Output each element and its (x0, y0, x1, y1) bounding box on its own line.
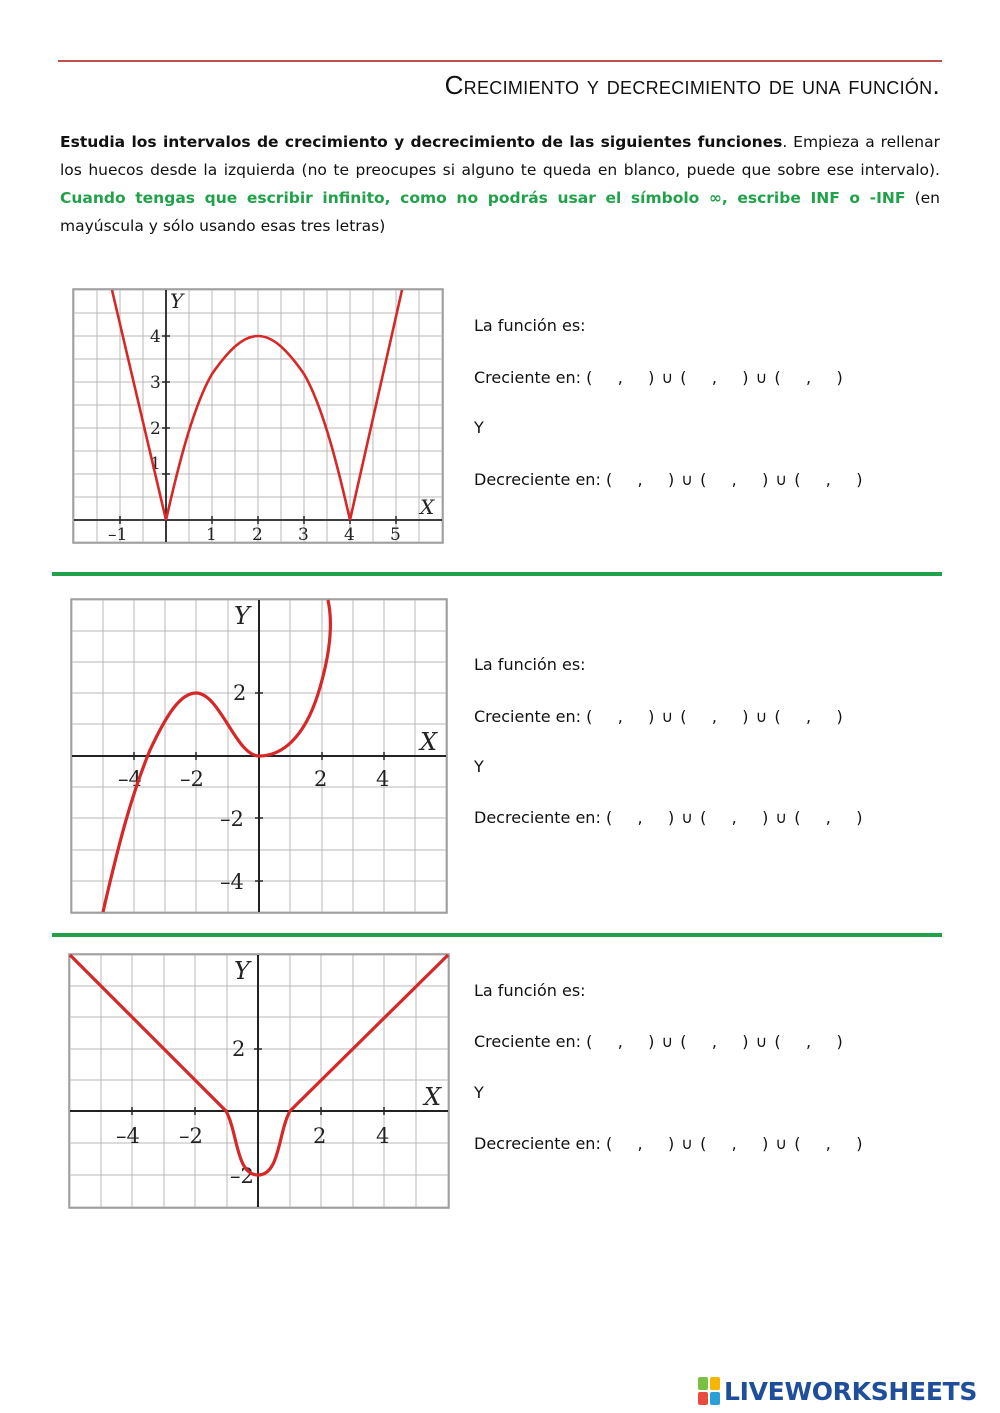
graph-3-xtick-label: 4 (376, 1124, 390, 1148)
exercise-2-function-label: La función es: (474, 655, 586, 674)
exercise-1-function-label: La función es: (474, 316, 586, 335)
exercise-2-decreasing-row (474, 808, 863, 827)
graph-3-xtick-label: 2 (313, 1124, 327, 1148)
exercise-3-decreasing-row (474, 1134, 863, 1153)
instructions-text: . Empieza a rellenar los huecos desde la izquierda (no te preocupes si alguno te queda en blanco, puede que sobre ese intervalo). (60, 133, 941, 179)
graph-3-ytick-label: –2 (230, 1164, 254, 1188)
instructions-infinity-note: Cuando tengas que escribir infinito, como no podrás usar el símbolo ∞, escribe INF o -INF (60, 189, 906, 207)
exercise-2-y-label: Y (474, 757, 484, 776)
graph-2-ytick-label: 2 (233, 681, 247, 705)
exercise-1-y-label: Y (474, 418, 484, 437)
instructions (60, 128, 940, 240)
instructions-bold: Estudia los intervalos de crecimiento y decrecimiento de las siguientes funciones (60, 133, 783, 151)
exercise-2-increasing-row (474, 707, 844, 726)
exercise-1-decreasing-blanks[interactable]: ( , ) ∪ ( , ) ∪ ( , ) (605, 470, 864, 489)
graph-1-xtick-label: 3 (298, 525, 309, 544)
exercise-2-decreasing-label: Decreciente en: (474, 808, 601, 827)
graph-3-xtick-label: –4 (116, 1124, 140, 1148)
graph-1-grid (74, 290, 442, 542)
graph-2-x-label: X (420, 728, 438, 756)
graph-2-xtick-label: 4 (376, 767, 390, 791)
graph-1-x-label: X (420, 495, 435, 519)
exercise-1-decreasing-row (474, 470, 863, 489)
instructions-tail: (en mayúscula y sólo usando esas tres letras) (60, 189, 940, 235)
divider-2 (52, 933, 942, 937)
graph-1-xtick-label: 4 (344, 525, 355, 544)
graph-2-xtick-label: 2 (314, 767, 328, 791)
graph-1-xtick-label: 2 (252, 525, 263, 544)
exercise-2-decreasing-blanks[interactable]: ( , ) ∪ ( , ) ∪ ( , ) (605, 808, 864, 827)
title-rule (58, 60, 942, 62)
graph-1-ytick-label: 1 (150, 454, 161, 474)
divider-1 (52, 572, 942, 576)
exercise-3-increasing-row (474, 1032, 844, 1051)
graph-1-xtick-label: 1 (206, 525, 217, 544)
graph-2-xtick-label: –2 (180, 767, 204, 791)
graph-2-ytick-label: –2 (220, 807, 244, 831)
graph-2-xtick-label: –4 (118, 767, 142, 791)
graph-2-y-label: Y (234, 602, 250, 630)
graph-1-y-label: Y (170, 289, 184, 313)
logo-icon (698, 1377, 720, 1405)
exercise-3-decreasing-blanks[interactable]: ( , ) ∪ ( , ) ∪ ( , ) (605, 1134, 864, 1153)
graph-1-xtick-label: 5 (390, 525, 401, 544)
graph-3 (68, 953, 450, 1209)
graph-1-ytick-label: 3 (150, 373, 161, 393)
page-title: Crecimiento y decrecimiento de una función. (444, 70, 940, 100)
exercise-2-increasing-label: Creciente en: (474, 707, 582, 726)
exercise-1-increasing-label: Creciente en: (474, 368, 582, 387)
graph-3-x-label: X (424, 1083, 442, 1111)
graph-3-xtick-label: –2 (179, 1124, 203, 1148)
graph-3-y-label: Y (234, 957, 250, 985)
exercise-3-function-label: La función es: (474, 981, 586, 1000)
exercise-1-decreasing-label: Decreciente en: (474, 470, 601, 489)
graph-1 (72, 288, 444, 544)
exercise-3-increasing-label: Creciente en: (474, 1032, 582, 1051)
liveworksheets-logo[interactable] (698, 1376, 977, 1406)
exercise-3-increasing-blanks[interactable]: ( , ) ∪ ( , ) ∪ ( , ) (586, 1032, 844, 1051)
exercise-1-increasing-blanks[interactable]: ( , ) ∪ ( , ) ∪ ( , ) (586, 368, 844, 387)
graph-2-ytick-label: –4 (220, 870, 244, 894)
exercise-2-increasing-blanks[interactable]: ( , ) ∪ ( , ) ∪ ( , ) (586, 707, 844, 726)
graph-3-ytick-label: 2 (232, 1037, 246, 1061)
exercise-1-increasing-row (474, 368, 844, 387)
graph-1-xtick-label: –1 (108, 525, 128, 544)
logo-text: LIVEWORKSHEETS (724, 1376, 978, 1406)
exercise-3-y-label: Y (474, 1083, 484, 1102)
graph-2 (70, 598, 448, 914)
graph-1-ytick-label: 2 (150, 419, 161, 439)
graph-1-ytick-label: 4 (150, 327, 161, 347)
exercise-3-decreasing-label: Decreciente en: (474, 1134, 601, 1153)
